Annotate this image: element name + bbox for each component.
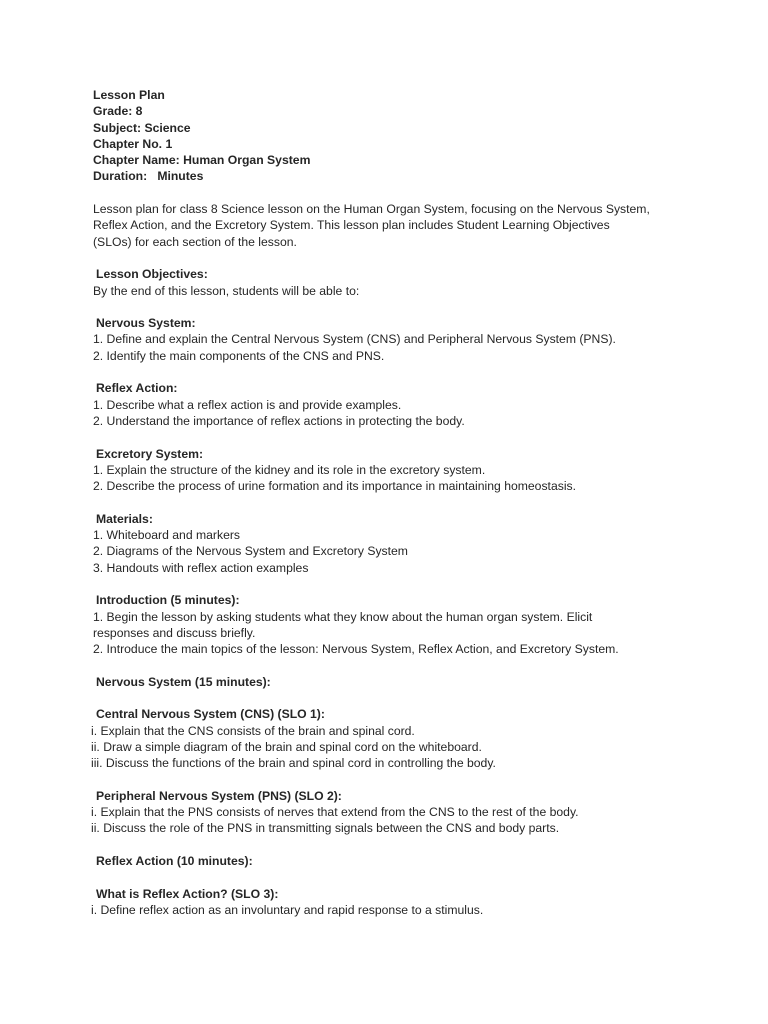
spacer bbox=[93, 771, 693, 787]
list-item: iii. Discuss the functions of the brain and spinal cord in controlling the body. bbox=[91, 756, 496, 771]
list-item: 1. Define and explain the Central Nervous System (CNS) and Peripheral Nervous System (PNS). bbox=[93, 332, 616, 347]
introduction-heading: Introduction (5 minutes): bbox=[96, 593, 240, 608]
spacer bbox=[93, 250, 693, 266]
list-item: i. Define reflex action as an involuntary and rapid response to a stimulus. bbox=[91, 902, 484, 917]
chapter-number-line: Chapter No. 1 bbox=[93, 136, 173, 151]
lesson-plan-body bbox=[93, 87, 693, 918]
spacer bbox=[93, 576, 693, 592]
list-item: 2. Identify the main components of the CNS and PNS. bbox=[93, 348, 385, 363]
materials-heading: Materials: bbox=[96, 511, 153, 526]
list-item: 1. Describe what a reflex action is and provide examples. bbox=[93, 397, 402, 412]
nervous-section-heading: Nervous System (15 minutes): bbox=[96, 674, 271, 689]
list-item: 2. Understand the importance of reflex actions in protecting the body. bbox=[93, 413, 465, 428]
list-item: ii. Draw a simple diagram of the brain and spinal cord on the whiteboard. bbox=[91, 739, 482, 754]
intro-paragraph-line: (SLOs) for each section of the lesson. bbox=[93, 234, 297, 249]
list-item: 2. Diagrams of the Nervous System and Excretory System bbox=[93, 544, 408, 559]
reflex-action-heading: Reflex Action: bbox=[96, 381, 178, 396]
subject-line: Subject: Science bbox=[93, 120, 191, 135]
objectives-lead: By the end of this lesson, students will be able to: bbox=[93, 283, 360, 298]
spacer bbox=[93, 429, 693, 445]
reflex-section-heading: Reflex Action (10 minutes): bbox=[96, 853, 253, 868]
intro-paragraph-line: Reflex Action, and the Excretory System. This lesson plan includes Student Learning Objectives bbox=[93, 218, 610, 233]
spacer bbox=[93, 494, 693, 510]
spacer bbox=[93, 364, 693, 380]
cns-heading: Central Nervous System (CNS) (SLO 1): bbox=[96, 707, 325, 722]
spacer bbox=[93, 299, 693, 315]
document-title: Lesson Plan bbox=[93, 88, 165, 102]
spacer bbox=[93, 657, 693, 673]
spacer bbox=[93, 869, 693, 885]
duration-line: Duration: Minutes bbox=[93, 169, 204, 184]
list-item: 1. Explain the structure of the kidney and its role in the excretory system. bbox=[93, 462, 486, 477]
list-item: i. Explain that the PNS consists of nerves that extend from the CNS to the rest of the body. bbox=[91, 805, 579, 820]
spacer bbox=[93, 837, 693, 853]
intro-paragraph-line: Lesson plan for class 8 Science lesson on the Human Organ System, focusing on the Nervous System, bbox=[93, 202, 650, 217]
list-item-continuation: responses and discuss briefly. bbox=[93, 625, 256, 640]
nervous-system-heading: Nervous System: bbox=[96, 316, 196, 331]
list-item: 2. Introduce the main topics of the lesson: Nervous System, Reflex Action, and Excretory System. bbox=[93, 642, 619, 657]
what-is-reflex-heading: What is Reflex Action? (SLO 3): bbox=[96, 886, 279, 901]
grade-line: Grade: 8 bbox=[93, 104, 143, 119]
chapter-name-line: Chapter Name: Human Organ System bbox=[93, 153, 311, 168]
list-item: 2. Describe the process of urine formation and its importance in maintaining homeostasis. bbox=[93, 479, 577, 494]
list-item: ii. Discuss the role of the PNS in transmitting signals between the CNS and body parts. bbox=[91, 821, 560, 836]
list-item: 3. Handouts with reflex action examples bbox=[93, 560, 309, 575]
spacer bbox=[93, 690, 693, 706]
list-item: 1. Begin the lesson by asking students what they know about the human organ system. Elicit bbox=[93, 609, 593, 624]
objectives-heading: Lesson Objectives: bbox=[96, 267, 208, 282]
excretory-system-heading: Excretory System: bbox=[96, 446, 204, 461]
pns-heading: Peripheral Nervous System (PNS) (SLO 2): bbox=[96, 788, 342, 803]
spacer bbox=[93, 185, 693, 201]
list-item: i. Explain that the CNS consists of the brain and spinal cord. bbox=[91, 723, 415, 738]
list-item: 1. Whiteboard and markers bbox=[93, 528, 240, 543]
